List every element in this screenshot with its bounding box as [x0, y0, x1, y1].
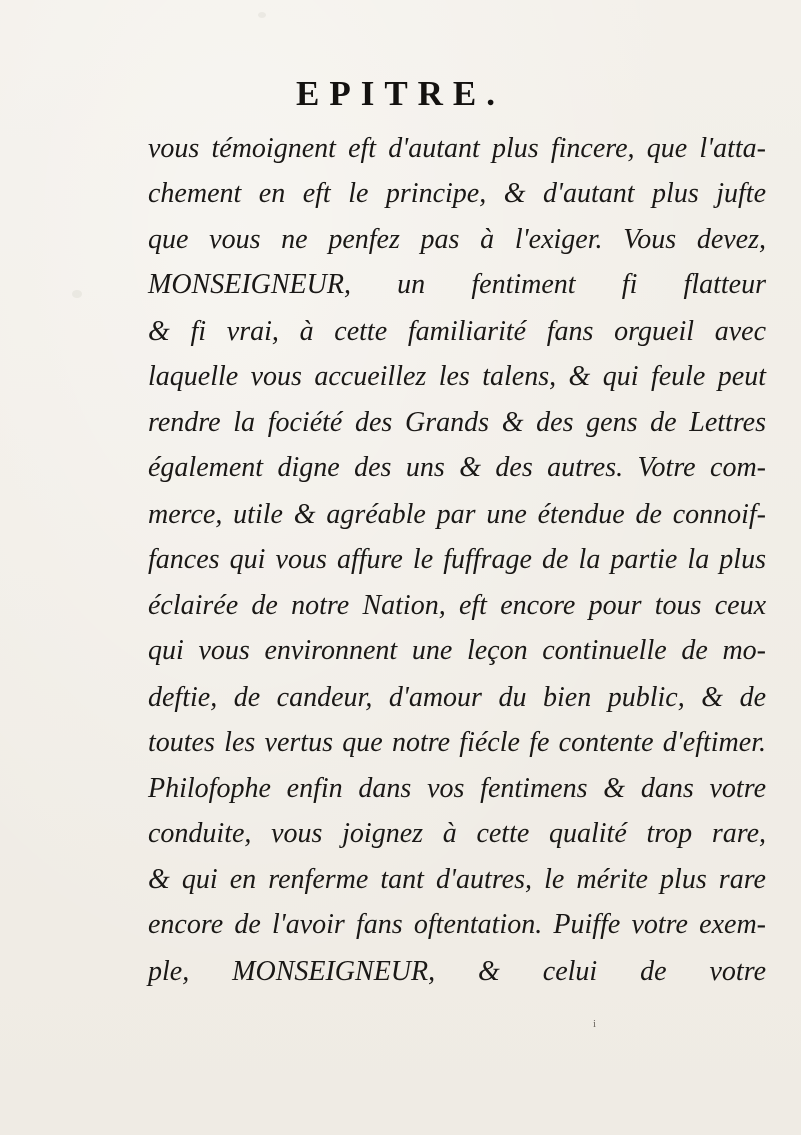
text-line: & qui en renferme tant d'autres, le mérite plus rare [148, 864, 766, 895]
text-line: rendre la fociété des Grands & des gens de Lettres [148, 407, 766, 438]
text-line: merce, utile & agréable par une étendue de connoif- [148, 499, 766, 530]
running-head: EPITRE. [295, 74, 506, 113]
text-line: Philofophe enfin dans vos fentimens & dans votre [148, 773, 766, 804]
text-line: ple, MONSEIGNEUR, & celui de votre [148, 956, 766, 987]
text-line: laquelle vous accueillez les talens, & qui feule peut [148, 361, 766, 392]
text-line: chement en eft le principe, & d'autant plus jufte [148, 178, 766, 209]
text-line: MONSEIGNEUR, un fentiment fi flatteur [148, 269, 766, 300]
text-line: également digne des uns & des autres. Votre com- [148, 452, 766, 483]
text-line: encore de l'avoir fans oftentation. Puiffe votre exem- [148, 909, 766, 940]
text-line: qui vous environnent une leçon continuelle de mo- [148, 635, 766, 666]
page-mark: i [593, 1018, 597, 1030]
text-line: deftie, de candeur, d'amour du bien public, & de [148, 682, 766, 713]
text-line: éclairée de notre Nation, eft encore pour tous ceux [148, 590, 766, 621]
text-line: que vous ne penfez pas à l'exiger. Vous devez, [148, 224, 766, 255]
text-line: conduite, vous joignez à cette qualité trop rare, [148, 818, 766, 849]
text-line: fances qui vous affure le fuffrage de la partie la plus [148, 544, 766, 575]
text-line: & fi vrai, à cette familiarité fans orgueil avec [148, 316, 766, 347]
text-line: toutes les vertus que notre fiécle fe contente d'eftimer. [148, 727, 766, 758]
text-line: vous témoignent eft d'autant plus fincere, que l'atta- [148, 133, 766, 164]
